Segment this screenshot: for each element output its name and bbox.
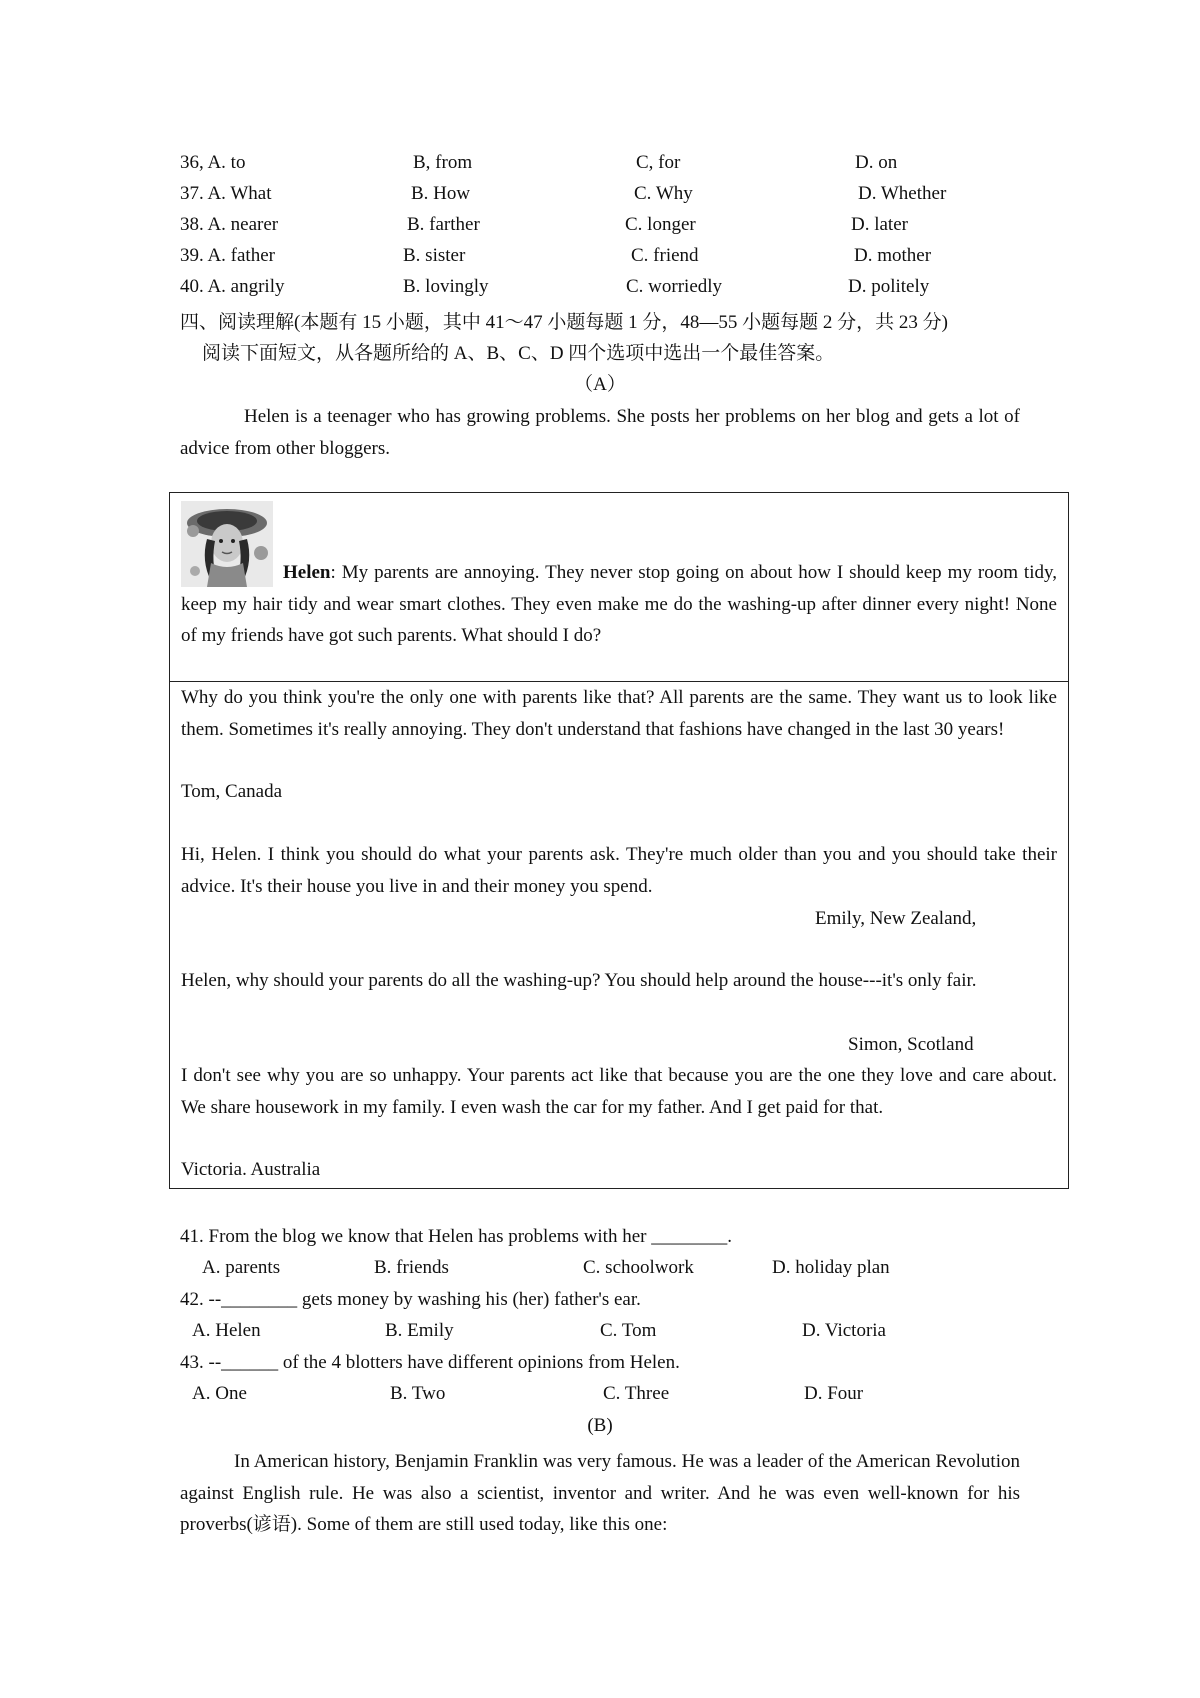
option-c: C. schoolwork [583, 1257, 694, 1278]
option-b: B. Emily [385, 1320, 454, 1341]
option-c: C. Three [603, 1383, 670, 1404]
cloze-row-37 [180, 183, 1080, 213]
option-d: D. mother [854, 245, 932, 266]
passage-a-intro: Helen is a teenager who has growing problems. She posts her problems on her blog and gets a lot of advice from other bloggers. [180, 406, 1020, 459]
cloze-row-38 [180, 214, 1080, 244]
tom-reply: Why do you think you're the only one with parents like that? All parents are the same. They want us to look like them. Sometimes it's really annoying. They don't understand that fashions have changed in the last 30 years! [181, 687, 1057, 740]
question-41-options [180, 1257, 1080, 1287]
option-b: B. lovingly [403, 276, 489, 297]
simon-reply: Helen, why should your parents do all the washing-up? You should help around the house---it's only fair. [181, 970, 977, 991]
option-b: B. sister [403, 245, 466, 266]
question-41: 41. From the blog we know that Helen has problems with her ________. [180, 1226, 732, 1247]
option-c: C. friend [631, 245, 699, 266]
helen-post: Helen: My parents are annoying. They never stop going on about how I should keep my room tidy, keep my hair tidy and wear smart clothes. They even make me do the washing-up after dinner every night! None of my friends have got such parents. What should I do? [181, 562, 1057, 646]
option-c: C. worriedly [626, 276, 723, 297]
option-a: A. parents [202, 1257, 281, 1278]
option-d: D. politely [848, 276, 930, 297]
question-42: 42. --________ gets money by washing his (her) father's ear. [180, 1289, 641, 1310]
passage-b-text: In American history, Benjamin Franklin was very famous. He was a leader of the American Revolution against English rule. He was also a scientist, inventor and writer. And he was even well-known for his proverbs(谚语). Some of them are still used today, like this one: [180, 1451, 1020, 1535]
emily-signature: Emily, New Zealand, [815, 908, 977, 929]
section-instruction: 阅读下面短文，从各题所给的 A、B、C、D 四个选项中选出一个最佳答案。 [202, 343, 835, 364]
option-c: C. Why [634, 183, 693, 204]
helen-name: Helen [283, 562, 331, 583]
tom-signature: Tom, Canada [181, 781, 283, 802]
option-a: 39. A. father [180, 245, 275, 266]
option-a: 40. A. angrily [180, 276, 285, 297]
option-d: D. Whether [858, 183, 947, 204]
simon-signature: Simon, Scotland [848, 1034, 974, 1055]
replies-box [169, 681, 1069, 1189]
option-c: C. Tom [600, 1320, 657, 1341]
option-a: A. One [192, 1383, 247, 1404]
option-b: B. farther [407, 214, 480, 235]
option-d: D. holiday plan [772, 1257, 890, 1278]
option-b: B, from [413, 152, 473, 173]
cloze-row-39 [180, 245, 1080, 275]
option-d: D. Four [804, 1383, 864, 1404]
question-42-options [180, 1320, 1080, 1350]
victoria-signature: Victoria. Australia [181, 1159, 321, 1180]
option-d: D. on [855, 152, 898, 173]
option-a: A. Helen [192, 1320, 261, 1341]
option-a: 36, A. to [180, 152, 246, 173]
cloze-row-40 [180, 276, 1080, 306]
option-d: D. later [851, 214, 908, 235]
emily-reply: Hi, Helen. I think you should do what your parents ask. They're much older than you and you should take their advice. It's their house you live in and their money you spend. [181, 844, 1057, 897]
question-43: 43. --______ of the 4 blotters have different opinions from Helen. [180, 1352, 680, 1373]
option-a: 37. A. What [180, 183, 272, 204]
question-43-options [180, 1383, 1080, 1413]
part-b-label: (B) [587, 1415, 613, 1436]
cloze-row-36 [180, 152, 1080, 182]
option-b: B. friends [374, 1257, 449, 1278]
part-a-label: （A） [574, 374, 626, 395]
option-b: B. How [411, 183, 471, 204]
helen-post-box [169, 492, 1069, 682]
option-c: C, for [636, 152, 681, 173]
section-heading: 四、阅读理解(本题有 15 小题，其中 41～47 小题每题 1 分，48—55 小题每题 2 分，共 23 分) [180, 312, 948, 333]
option-a: 38. A. nearer [180, 214, 279, 235]
option-d: D. Victoria [802, 1320, 886, 1341]
option-b: B. Two [390, 1383, 446, 1404]
option-c: C. longer [625, 214, 696, 235]
victoria-reply: I don't see why you are so unhappy. Your parents act like that because you are the one they love and care about. We share housework in my family. I even wash the car for my father. And I get paid for that. [181, 1065, 1057, 1118]
